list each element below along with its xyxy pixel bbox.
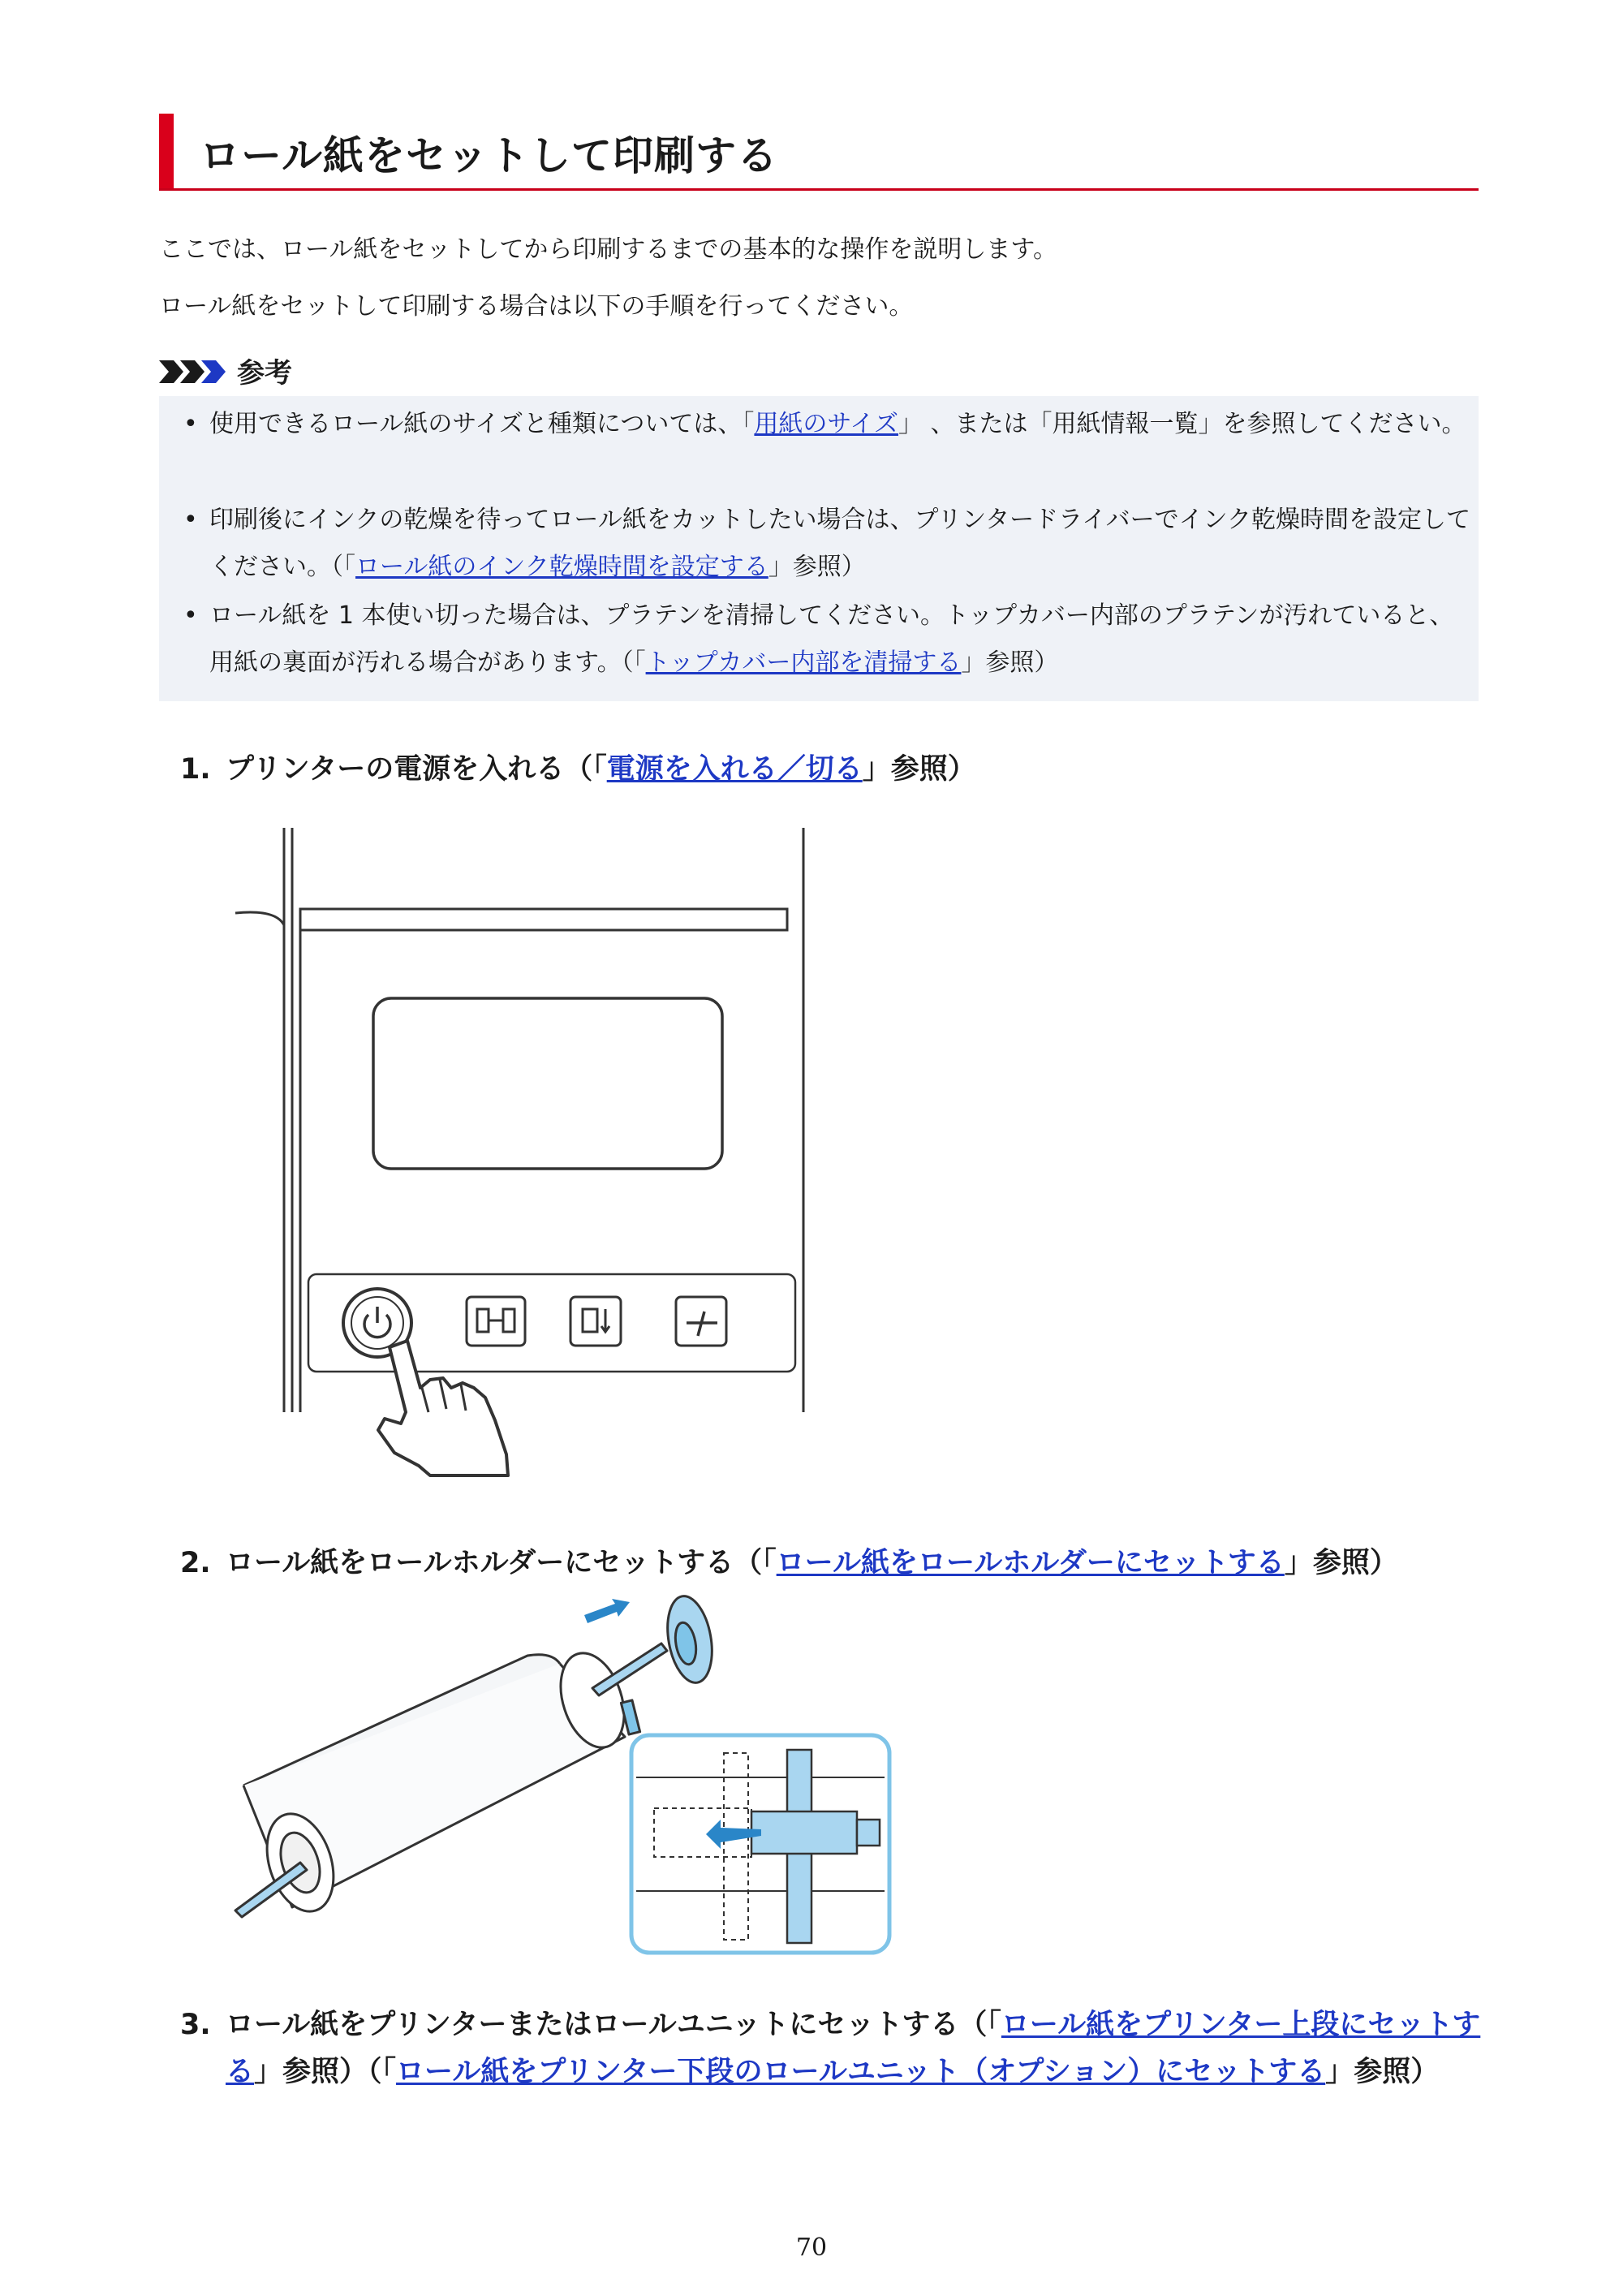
step-number: 3.	[180, 2009, 211, 2041]
page-title: ロール紙をセットして印刷する	[200, 132, 778, 179]
note-item-text: 」参照）	[961, 648, 1059, 677]
bullet-icon: •	[183, 506, 198, 534]
note-item	[183, 401, 1474, 448]
link-paper-size[interactable]: 用紙のサイズ	[754, 410, 899, 438]
step-text: プリンターの電源を入れる（「	[226, 753, 607, 786]
bullet-icon: •	[183, 601, 198, 630]
step-text: ロール紙をプリンターまたはロールユニットにセットする（「	[226, 2009, 1001, 2041]
step-text: 」参照）（「	[254, 2056, 397, 2088]
step-1	[180, 747, 976, 787]
note-item	[183, 592, 1474, 687]
step-text: 」参照）	[1284, 1547, 1398, 1579]
page-number: 70	[795, 2234, 828, 2262]
title-underline	[159, 188, 1479, 191]
note-heading-label: 参考	[237, 357, 292, 390]
link-set-roll-upper[interactable]: ロール紙をプリンター上段にセットする	[226, 2009, 1481, 2088]
note-item-text: 使用できるロール紙のサイズと種類については、「	[209, 410, 755, 438]
link-ink-drying-time[interactable]: ロール紙のインク乾燥時間を設定する	[355, 553, 768, 581]
intro-paragraph-1: ここでは、ロール紙をセットしてから印刷するまでの基本的な操作を説明します。	[159, 235, 1057, 264]
link-clean-top-cover[interactable]: トップカバー内部を清掃する	[645, 648, 962, 677]
control-panel-illustration	[227, 820, 828, 1485]
step-number: 2.	[180, 1547, 211, 1579]
note-item-text: 印刷後にインクの乾燥を待ってロール紙をカットしたい場合は、プリンタードライバーでインク乾燥時間を設定してください。（「	[209, 506, 1470, 581]
note-item-text: 」 、または「用紙情報一覧」を参照してください。	[898, 410, 1466, 438]
note-heading	[159, 351, 292, 390]
step-text: 」参照）	[1325, 2056, 1440, 2088]
step-text: 」参照）	[862, 753, 976, 786]
roll-holder-illustration	[219, 1599, 901, 1956]
note-item-text: 」参照）	[768, 553, 866, 581]
triple-chevron-icon	[159, 359, 227, 385]
step-2	[180, 1540, 1398, 1581]
note-item-text: ロール紙を 1 本使い切った場合は、プラテンを清掃してください。トップカバー内部のプラテンが汚れていると、用紙の裏面が汚れる場合があります。（「	[209, 601, 1454, 677]
intro-paragraph-2: ロール紙をセットして印刷する場合は以下の手順を行ってください。	[159, 292, 914, 321]
link-set-roll-lower-unit[interactable]: ロール紙をプリンター下段のロールユニット（オプション）にセットする	[396, 2056, 1326, 2088]
step-text: ロール紙をロールホルダーにセットする（「	[226, 1547, 777, 1579]
link-power-on-off[interactable]: 電源を入れる／切る	[606, 753, 863, 786]
link-set-roll-holder[interactable]: ロール紙をロールホルダーにセットする	[776, 1547, 1285, 1579]
step-3	[180, 2001, 1487, 2096]
bullet-icon: •	[183, 410, 198, 438]
pointing-hand-icon	[378, 1341, 508, 1475]
note-item	[183, 497, 1474, 591]
title-accent-bar	[159, 114, 174, 188]
step-number: 1.	[180, 753, 211, 786]
